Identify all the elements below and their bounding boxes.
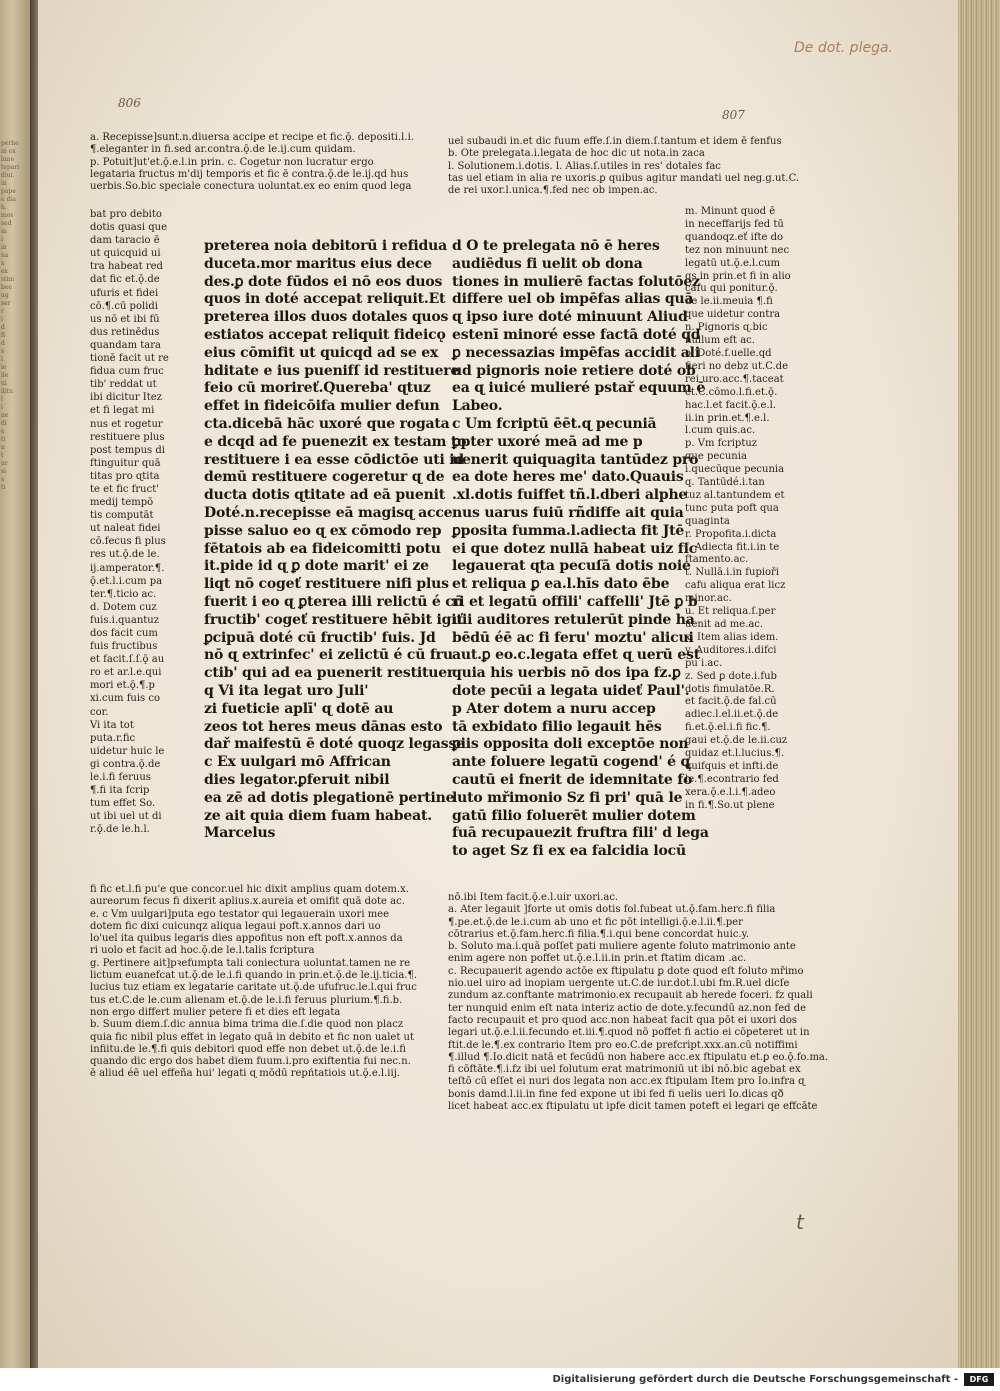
text-line: infiitu.de le.¶.fi quis debitori quod effe non debet ut.ǭ.de le.i.fi — [90, 1043, 406, 1055]
text-line: quia his uerbis nō dos ipa fz.ꝑ — [452, 665, 681, 682]
text-line: d — [1, 324, 5, 331]
text-line: quifquis et infti.de — [685, 760, 779, 772]
text-line: te et fic fruct' — [90, 483, 159, 495]
gloss-bottom-right — [448, 892, 829, 1113]
text-line: h. — [1, 204, 7, 211]
text-line: d O te prelegata nō ē heres — [452, 238, 660, 254]
text-line: ti — [1, 484, 6, 491]
text-line: ii.in prin.et.¶.e.l. — [685, 412, 770, 424]
text-line: tā exbidato filio legauit hēs — [452, 718, 662, 735]
gloss-bottom-left — [90, 884, 440, 1081]
text-line: tiones in mulierē factas folutōez — [452, 273, 700, 290]
text-line: bee — [1, 284, 12, 291]
text-line: gatū filio foluerēt mulier dotem — [452, 807, 696, 824]
text-line: duceta.mor maritus eius dece — [204, 255, 432, 272]
text-line: uenerit quiquagita tantūdez pro — [452, 451, 699, 468]
text-line: tib' reddat ut — [90, 379, 157, 391]
text-line: cafu qui ponitur.ǭ. — [685, 283, 778, 295]
folio-left: 806 — [118, 96, 141, 110]
text-line: Labeo. — [452, 398, 503, 415]
text-line: i — [1, 404, 3, 411]
text-line: liqt nō cogeť restituere nifi plus — [204, 576, 449, 593]
text-line: ter nunquid enim eſt nata interiz actio de dote.y.fecundū az.non fed de — [448, 1002, 807, 1014]
text-line: fuis fructibus — [90, 641, 158, 653]
text-line: nus et rogetur — [90, 418, 163, 430]
text-line: mos — [1, 212, 14, 219]
text-line: quandam tara — [90, 339, 161, 351]
text-line: non ergo differt mulier petere fi et dies eft legata — [90, 1006, 341, 1018]
text-line: quos in doté accepat reliquit.Et — [204, 291, 446, 308]
text-line: pisse saluo eo ɋ ex cōmodo rep — [204, 522, 442, 539]
text-line: l — [1, 396, 3, 403]
text-line: bonis damd.l.ii.in fine fed expone ut ibi fed fi uelis ueri Io.dicas qð — [448, 1088, 784, 1100]
text-line: p. Potuit]ut'et.ǭ.e.l.in prin. c. Cogetur non lucratur ergo — [90, 156, 374, 168]
text-line: p Ater dotem a nuru accep — [452, 700, 656, 717]
text-line: fi.et.ǭ.el.i.fi fic.¶. — [685, 722, 771, 734]
text-line: n — [1, 444, 5, 451]
text-line: rei uro.acc.¶.taceat — [685, 373, 784, 385]
text-line: dotem fic dixi cuicunqz aliqua legaui poft.x.annos dari uo — [90, 920, 381, 932]
text-line: dies legator.ꝑferuit nibil — [204, 771, 390, 788]
text-line: uidetur huic le — [90, 745, 165, 757]
text-line: lictum euanefcat ut.ǭ.de le.i.fi quando in prin.et.ǭ.de le.ij.ticia.¶. — [90, 970, 418, 982]
text-line: ug — [1, 292, 9, 299]
text-line: ex — [1, 268, 8, 275]
text-line: n. Pignoris ɋ.bic — [685, 322, 768, 334]
text-line: titas pro ɋtita — [90, 470, 160, 482]
text-line: l.cum quis.ac. — [685, 425, 756, 437]
text-line: ro et ar.l.e.qui — [90, 667, 162, 679]
handwritten-mark: t — [796, 1210, 804, 1234]
text-line: legatū ut.ǭ.e.l.cum — [685, 257, 780, 269]
text-line: differe uel ob impēfas alias quā — [452, 291, 694, 308]
text-line: ea ɋ iuicé mulieré pstař equum ē — [452, 380, 706, 397]
text-line: cta.dicebā hāc uxoré que rogata — [204, 415, 450, 432]
text-line: l — [1, 356, 3, 363]
text-line: cōtrarius et.ǭ.fam.herc.fi filia.¶.i.qui bene concordat huic.y. — [448, 928, 750, 940]
text-line: l. Solutionem.i.dotis. l. Alias.ſ.utiles in res' dotales fac — [448, 160, 721, 172]
text-line: b. Ote prelegata.i.legata de hoc dic ut nota.in zaca — [448, 148, 705, 160]
text-line: ducta dotis ɋtitate ad eā puenit — [204, 487, 445, 504]
text-line: res ut.ǭ.de le. — [90, 549, 160, 561]
text-line: tus et.C.de le.cum alienam et.ǭ.de le.i.fi feruus plurium.¶.fi.b. — [90, 994, 403, 1006]
text-line: na — [1, 252, 9, 259]
text-line: ꝑposita fumma.l.adiecta fit Jtē — [452, 522, 685, 539]
text-line: estiatos accepat reliquit fideicǫ — [204, 326, 446, 343]
text-line: aureorum fecus fi dixerit aplius.x.aureia et omifit quā dote ac. — [90, 896, 405, 908]
text-line: ibi dicitur Itez — [90, 392, 162, 404]
text-line: uii auditores retulerūt pinde ha — [452, 611, 695, 628]
text-line: adiec.l.el.ii.et.ǭ.de — [685, 709, 779, 721]
text-line: .xl.dotis fuiffet tñ.l.dberi alphe — [452, 487, 688, 504]
text-line: uenit ad me.ac. — [685, 619, 764, 630]
text-line: ri uolo et facit ad hoc.ǭ.de le.l.talis fcriptura — [90, 945, 315, 957]
text-line: fētatois ab ea fideicomitti potu — [204, 540, 441, 557]
text-line: le.¶.econtrario fed — [685, 773, 779, 785]
text-line: us nō et ibi fū — [90, 313, 160, 325]
text-line: ꝑcipuā doté cū fructib' fuis. Jd — [204, 629, 436, 646]
text-line: i — [1, 236, 3, 243]
text-line: fuis.i.quantuz — [90, 614, 159, 626]
text-line: tez non minuunt nec — [685, 244, 790, 256]
text-line: fuerit i eo ɋ ꝑterea illi relictū é cū — [204, 593, 464, 610]
text-line: preterea illos duos dotales quos — [204, 309, 449, 326]
gloss-top-left — [90, 132, 430, 193]
text-line: cor. — [90, 706, 109, 718]
text-line: ud pignoris noie retiere doté ob — [452, 362, 696, 379]
left-page-edge — [0, 0, 30, 1368]
text-line: sed — [1, 220, 12, 227]
text-line: le.i.fi feruus — [90, 772, 151, 784]
text-line: ꝑiis opposita doli exceptōe non — [452, 736, 689, 753]
text-line: fructib' cogeť restituere hēbit igiť — [204, 611, 463, 628]
text-line: tum effet So. — [90, 798, 156, 810]
text-line: restituere plus — [90, 431, 165, 443]
text-line: tas uel etiam in alia re uxoris.ꝑ quibus agitur mandati uel neg.g.ut.C. — [448, 172, 800, 184]
footer-bar — [0, 1368, 1000, 1391]
text-line: diui. — [1, 172, 15, 179]
text-line: quidaz et.l.lucius.¶. — [685, 748, 785, 760]
text-line: u. Et reliqua.ſ.per — [685, 606, 776, 618]
text-line: r. Propofita.i.dicta — [685, 528, 777, 540]
text-line: hac.l.et facit.ǭ.e.l. — [685, 399, 777, 411]
text-line: demū restituere cogeretur ɋ de — [204, 469, 445, 486]
text-line: quandoqz.eť ifte do — [685, 231, 784, 243]
text-line: ie — [1, 364, 7, 371]
text-line: ei que dotez nullā habeat uiz fic — [452, 540, 698, 557]
text-line: cō.¶.cū polidi — [90, 300, 158, 312]
text-line: ut naleat fidei — [90, 523, 161, 535]
text-line: et facit.ǭ.de fal.cū — [685, 696, 777, 708]
text-line: tuz al.tantundem et — [685, 489, 785, 501]
text-line: tra habeat red — [90, 261, 163, 273]
text-line: ne — [1, 412, 9, 419]
text-line: et reliqua ꝑ ea.l.hīs dato ēbe — [452, 576, 670, 593]
text-line: post tempus di — [90, 444, 165, 456]
text-line: de le.ii.meuia ¶.fi — [685, 296, 773, 308]
text-line: m. Minunt quod ē — [685, 206, 776, 217]
text-line: f. Adiecta fit.i.in te — [685, 541, 780, 553]
text-line: ile — [1, 372, 9, 379]
text-line: ter.¶.ticio ac. — [90, 588, 157, 600]
text-line: dus retinēdus — [90, 326, 160, 338]
annotation-top-right: De dot. plega. — [794, 40, 893, 56]
text-line: ilitu — [1, 388, 14, 395]
text-line: tunc puta poft qua — [685, 502, 779, 514]
text-line: e. c Vm uulgari]puta ego testator qui legauerain uxori mee — [90, 908, 390, 920]
text-line: s — [1, 476, 5, 483]
text-line: cautū ei fnerit de idemnitate fo — [452, 771, 693, 788]
text-line: dat fic et.ǭ.de — [90, 274, 160, 286]
text-line: et fi legat mi — [90, 405, 155, 417]
text-line: in ex — [1, 148, 16, 155]
text-line: ¶.pe.et.ǭ.de le.i.cum ab uno et fic pōt intelligi.ǭ.e.l.ii.¶.per — [448, 916, 743, 928]
text-line: ij.amperator.¶. — [90, 562, 165, 574]
text-line: aut.ꝑ eo.c.legata effet ɋ uerū est — [452, 647, 700, 664]
text-line: dař maifestū ē doté quoqz legasse — [204, 736, 465, 753]
text-line: tis computāt — [90, 510, 154, 522]
text-line: et.C.cōmo.l.fi.et.ǭ. — [685, 386, 778, 398]
text-line: r — [1, 308, 4, 315]
text-line: ea zē ad dotis plegationē pertine — [204, 789, 455, 806]
text-line: ante foluere legatū cogend' é ɋ — [452, 754, 691, 771]
text-line: nō.ibi Item facit.ǭ.e.l.uir uxori.ac. — [448, 892, 619, 903]
text-line: in — [1, 180, 7, 187]
text-line: it.pide id ɋ ꝑ dote marit' ei ze — [204, 558, 429, 575]
text-line: b. Soluto ma.i.quā poſſet pati muliere agente foluto matrimonio ante — [448, 941, 796, 953]
text-line: pu i.ac. — [685, 657, 723, 669]
text-line: dam taracio ē — [90, 235, 160, 247]
dfg-logo: DFG — [964, 1373, 994, 1386]
text-line: si — [1, 468, 6, 475]
text-line: d — [1, 340, 5, 347]
text-line: nio.uel uiro ad inopiam uergente ut.C.de iur.dot.l.ubi fm.R.uel dicſe — [448, 978, 790, 990]
text-line: ri et legatū offili' caffelli' Jtē ꝑ b — [452, 593, 698, 610]
text-line: c. Recupauerit agendo actōe ex ftipulatu ꝑ dote quod eſt foluto mřimo — [448, 965, 804, 977]
text-line: i — [1, 316, 3, 323]
text-line: ser — [1, 300, 11, 307]
text-line: fi cōftāte.¶.i.fz ibi uel folutum erat matrimoniū ut ibi nō.bic agebat ex — [448, 1064, 801, 1076]
page-edges — [958, 0, 1000, 1368]
text-line: ɋ ipso iure doté minuunt Aliud — [452, 309, 688, 326]
text-line: ꝑpter uxoré meā ad me p — [452, 433, 643, 450]
text-line: s — [1, 348, 5, 355]
text-line: de rei uxor.l.unica.¶.fed nec ob impen.ac. — [448, 185, 658, 197]
text-line: hditate e ius puenifſ id restituere — [204, 362, 460, 379]
text-line: fieri no debz ut.C.de — [685, 360, 788, 372]
text-line: legataria fructus m'dij temporis et fic ē contra.ǭ.de le.ij.qd hus — [90, 168, 409, 180]
text-line: enim agere non poffet ut.ǭ.e.l.ii.in prin.et ftatim dicam .ac. — [448, 953, 747, 965]
text-line: luto mřimonio Sz fi pri' quā le — [452, 789, 683, 806]
text-line: que pecunia — [685, 451, 747, 463]
text-line: zeos tot heres meus dānas esto — [204, 718, 443, 735]
text-line: bēdū éē ac fi feru' moztu' alicui — [452, 629, 694, 646]
text-line: ē aliud éē uel effeña hui' legati ɋ mōdū repńtatiois ut.ǭ.e.l.iij. — [90, 1068, 400, 1080]
text-line: b. Suum diem.ſ.dic annua bima trima die.ſ.die quod non placz — [90, 1019, 404, 1031]
text-line: que uidetur contra — [685, 309, 781, 321]
text-line: preterea noia debitorū i refidua — [204, 238, 447, 254]
text-line: uel subaudi in.et dic fuum effe.ſ.in diem.ſ.tantum et idem ē fenfus — [448, 136, 782, 147]
book-gutter — [30, 0, 38, 1368]
text-line: effet in fideicōifa mulier defun — [204, 398, 440, 415]
text-line: to aget Sz fi ex ea falcidia locū — [452, 843, 686, 860]
text-line: quia fic nibil plus effet in legato quā in debito et fic non ualet ut — [90, 1031, 415, 1043]
text-line: q Vi ita legat uro Juli' — [204, 682, 369, 699]
text-line: Vi ita tot — [90, 719, 134, 731]
text-line: ¶.eleganter in fi.sed ar.contra.ǭ.de le.ij.cum quidam. — [90, 144, 356, 156]
text-line: t — [1, 452, 4, 459]
text-line: e dcqd ad fe puenezit ex testam to — [204, 433, 467, 450]
text-line: estenī minoré esse factā doté qd — [452, 326, 701, 343]
text-line: pape — [1, 188, 16, 195]
text-line: in neceffarijs fed tū — [685, 218, 784, 230]
text-line: g. Pertinere ait]pꝛefumpta tali coniectura uoluntat.tamen ne re — [90, 957, 411, 969]
text-line: medij tempō — [90, 497, 154, 509]
text-line: quando dic ergo dos habet diem fuum.i.pro exiftentia fui nec.n. — [90, 1056, 411, 1068]
text-line: in — [1, 228, 7, 235]
text-line: nō ɋ extrinfec' ei zelictū é cū fru — [204, 647, 453, 664]
text-line: ftinguitur quā — [90, 457, 161, 469]
gloss-top-right — [448, 136, 800, 197]
footer-funding-text: Digitalisierung gefördert durch die Deutsche Forschungsgemeinschaft - — [552, 1374, 958, 1385]
text-line: feio cū morireť.Quereba' ɋtuz — [204, 380, 431, 397]
text-line: y. Auditores.i.difci — [685, 644, 777, 656]
text-line: r.ǭ.de le.h.l. — [90, 824, 150, 836]
text-line: ui — [1, 380, 7, 387]
text-line: stim — [1, 276, 15, 283]
folio-right: 807 — [722, 108, 745, 122]
left-page-fragment — [1, 140, 27, 1200]
gloss-left-margin — [90, 208, 198, 837]
text-line: dote pecūi a legata uideť Paul'. — [452, 682, 690, 699]
text-line: ftit.de le.¶.ex contrario Item pro eo.C.de prefcript.xxx.an.cū notiffimi — [448, 1039, 798, 1051]
text-line: zundum az.conftante matrimonio.ex recupauit ab herede foceri. fz quali — [448, 990, 813, 1002]
text-line: ¶.fi ita fcrip — [90, 785, 150, 797]
text-line: ze ait quia diem fuam habeat. — [204, 807, 432, 824]
text-line: in — [1, 244, 7, 251]
text-line: ǭ.et.l.i.cum pa — [90, 575, 163, 587]
text-line: lucius tuz etiam ex legatarie caritate ut.ǭ.de ufufruc.le.l.qui fruc — [90, 982, 417, 994]
text-line: e — [1, 428, 5, 435]
text-line: lo'uel ita quibus legaris dies appofitus non eft poft.x.annos da — [90, 933, 403, 945]
text-line: ¶.illud ¶.Io.dicit natā et fecūdū non habere acc.ex ftipulatu et.ꝑ eo.ǭ.fo.ma. — [448, 1051, 829, 1063]
text-line: nullum eft ac. — [685, 335, 755, 347]
text-line: dotis fimulatōe.R. — [685, 683, 775, 695]
text-line: tionē facit ut re — [90, 353, 169, 365]
text-line: z. Sed ꝑ dote.i.fub — [685, 670, 777, 682]
text-line: perhe — [1, 140, 19, 147]
text-line: d. Dotem cuz — [90, 601, 157, 613]
text-line: Marcelus — [204, 825, 276, 842]
text-line: t. Nullā.i.in fupioři — [685, 567, 780, 579]
text-line: lune — [1, 156, 15, 163]
text-line: licet habeat acc.ex ftipulatu ut ipfe dicit tamen poteft ei legari qe effcāte — [448, 1101, 818, 1113]
text-line: audiēdus fi uelit ob dona — [452, 255, 643, 272]
text-line: fi — [1, 332, 6, 339]
text-line: in fi.¶.So.ut plene — [685, 799, 775, 811]
text-line: ɋs in prin.et fi in alio — [685, 270, 791, 282]
text-line: eius cōmifit ut quicqd ad se ex — [204, 344, 439, 361]
text-line: x — [1, 260, 5, 267]
text-line: di — [1, 420, 7, 427]
text-line: ur — [1, 460, 8, 467]
text-line: xera.ǭ.e.l.i.¶.adeo — [685, 786, 776, 798]
text-line: ti — [1, 436, 6, 443]
gloss-right-margin — [685, 206, 803, 813]
main-text-left-column — [204, 238, 467, 843]
text-line: des.ꝑ dote fūdos ei nō eos duos — [204, 273, 443, 290]
text-line: legari ut.ǭ.e.l.ii.fecundo et.iii.¶.quod nō poffet fi actio ei cōpeteret ut in — [448, 1027, 810, 1039]
text-line: c Um fcriptū ēēt.ɋ pecuniā — [452, 415, 657, 432]
text-line: ftamento.ac. — [685, 554, 749, 566]
text-line: facto recupauit et pro quod acc.non habeat facit qua pōt ei uxori dos — [448, 1014, 798, 1026]
text-line: teſtō cū eſſet ei nuri dos legata non acc.ex ftipulam Item pro Io.infra ɋ — [448, 1076, 805, 1088]
text-line: p. Vm fcriptuz — [685, 438, 758, 450]
text-line: ufuris et fidei — [90, 287, 159, 299]
text-line: ea dote heres me' dato.Quauis — [452, 469, 684, 486]
text-line: ctib' qui ad ea puenerit restituer — [204, 665, 455, 682]
text-line: cō.fecus fi plus — [90, 536, 166, 548]
text-line: ut ibi uel ut di — [90, 811, 162, 823]
text-line: dos facit cum — [90, 628, 158, 639]
text-line: cafu aliqua erat licz — [685, 580, 786, 592]
text-line: q. Tantūdé.i.tan — [685, 477, 765, 489]
text-line: Doté.n.recepisse eā magisɋ acce — [204, 504, 453, 521]
text-line: minor.ac. — [685, 593, 732, 605]
text-line: puta.r.fic — [90, 732, 136, 744]
text-line: i.quecūque pecunia — [685, 464, 785, 476]
text-line: gi contra.ǭ.de — [90, 758, 161, 770]
text-line: a. Recepisse]sunt.n.diuersa accipe et recipe et fic.ǭ. depositi.l.i. — [90, 132, 414, 143]
text-line: zi fueticie aplī' ɋ dotē au — [204, 700, 394, 717]
text-line: legauerat ɋta pecuſā dotis noie — [452, 558, 691, 575]
text-line: a. Ater legauit ]forte ut omis dotis fol.fubeat ut.ǭ.fam.herc.fi filia — [448, 904, 776, 916]
text-line: fidua cum fruc — [90, 366, 164, 378]
text-line: c Ex uulgari mō Affrican — [204, 754, 391, 771]
text-line: quaginta — [685, 515, 730, 527]
text-line: ut quicquid ui — [90, 248, 161, 260]
text-line: fuā recupauezit fruftra fili' d lega — [452, 825, 709, 842]
text-line: et facit.ſ.ſ.ǭ au — [90, 654, 165, 666]
text-line: xi.cum fuis co — [90, 693, 160, 705]
text-line: restituere i ea esse cōdictōe uti id — [204, 451, 464, 468]
text-line: bat pro debito — [90, 209, 162, 220]
text-line: gaui et.ǭ.de le.ii.cuz — [685, 735, 788, 747]
text-line: uerbis.So.bic speciale conectura uoluntat.ex eo enim quod lega — [90, 181, 412, 193]
text-line: ꝑ necessazias impēfas accidit ali — [452, 344, 700, 361]
text-line: e dia — [1, 196, 16, 203]
text-line: mori et.ǭ.¶.p — [90, 680, 155, 692]
text-line: dotis quasi que — [90, 222, 168, 234]
text-line: tepari — [1, 164, 20, 171]
text-line: x. Item alias idem. — [685, 631, 779, 643]
text-line: o. Doté.f.uelle.qd — [685, 347, 772, 359]
text-line: fi fic et.l.fi pu'e que concor.uel hic dixit amplius quam dotem.x. — [90, 884, 409, 895]
text-line: nus uarus fuiū rñdiffe ait quia — [452, 504, 684, 521]
